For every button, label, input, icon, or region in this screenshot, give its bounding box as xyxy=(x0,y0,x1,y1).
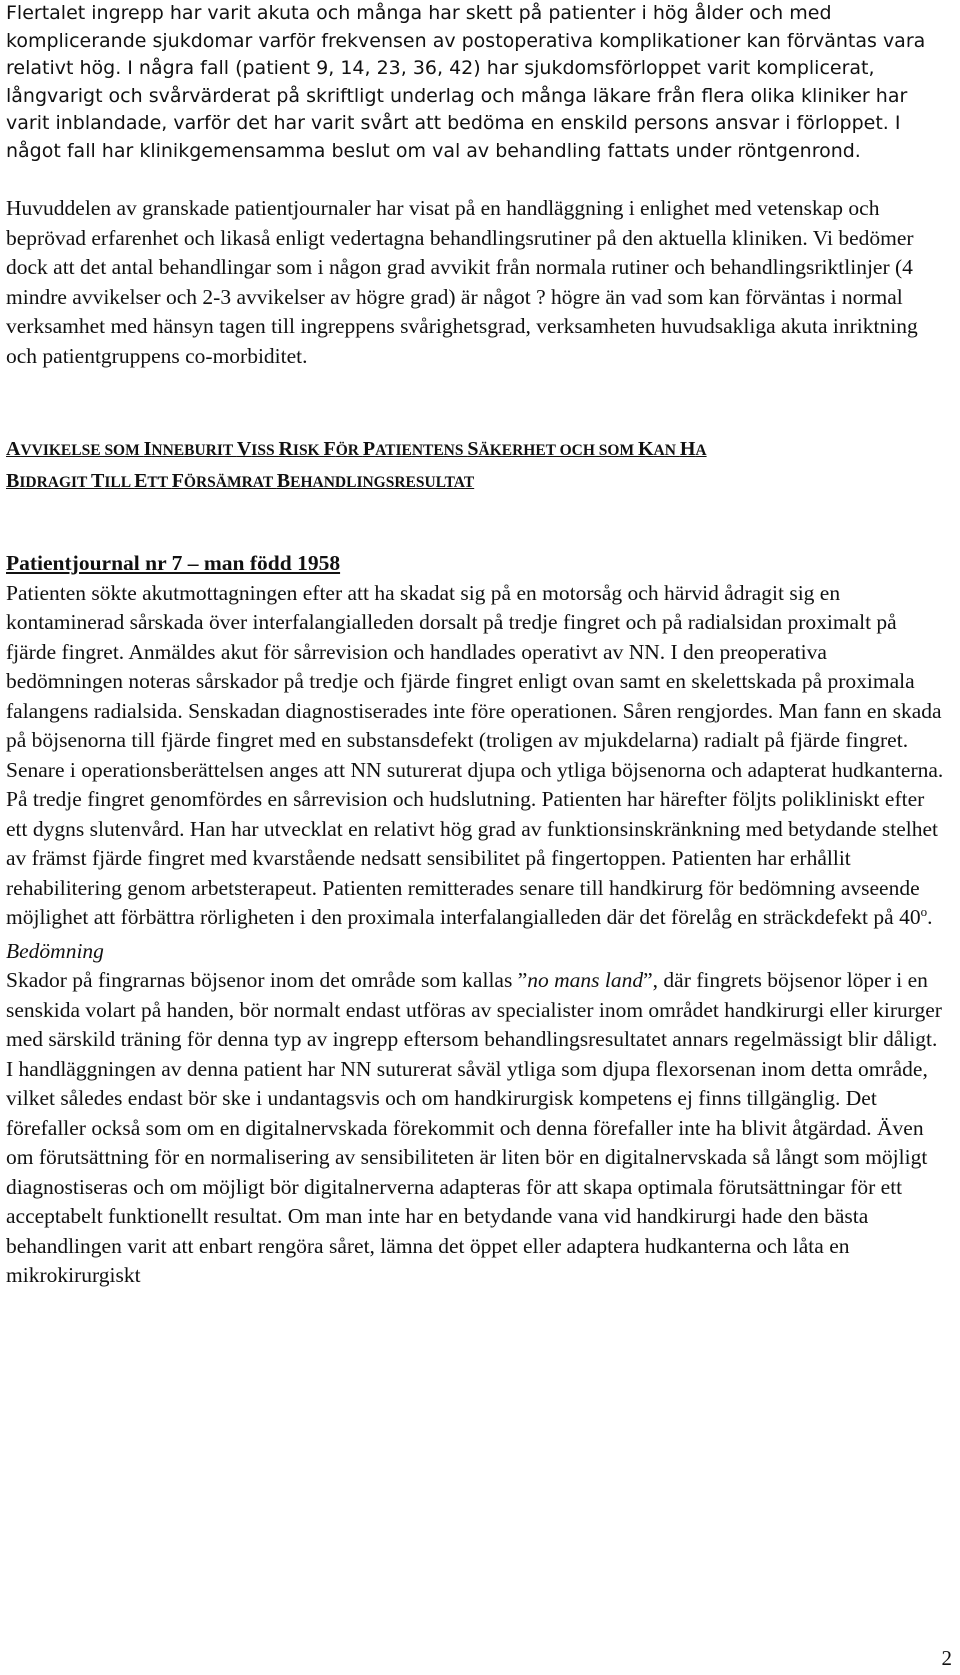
review-paragraph: Huvuddelen av granskade patientjournaler har visat på en handläggning i enlighet med vetenskap och beprövad erfarenhet och likaså enligt vedertagna behandlingsrutiner på den aktuella kliniken. Vi bedömer dock att det antal behandlingar som i någon grad avvikit från normala rutiner och behandlingsriktlinjer (4 mindre avvikelser och 2-3 avvikelser av högre grad) är något ? högre än vad som kan förväntas i normal verksamhet med hänsyn tagen till ingreppens svårighetsgrad, verksamheten huvudsakliga akuta inriktning och patientgruppens co-morbiditet. xyxy=(6,196,918,368)
case-title: Patientjournal nr 7 – man född 1958 xyxy=(6,551,341,575)
case-description: Patienten sökte akutmottagningen efter att ha skadat sig på en motorsåg och härvid ådragit sig en kontaminerad sårskada över interfalangialleden dorsalt på tredje fingret och på radialsidan proximalt på fjärde fingret. Anmäldes akut för sårrevision och handlades operativt av NN. I den preoperativa bedömningen noteras sårskador på tredje och fjärde fingret enligt ovan samt en skelettskada på proximala falangens radialsida. Senskadan diagnostiserades inte före operationen. Såren rengjordes. Man fann en skada på böjsenorna till fjärde fingret med en substansdefekt (troligen av mjukdelarna) radialt på fjärde fingret. Senare i operationsberättelsen anges att NN suturerat djupa och ytliga böjsenorna och adapterat hudkanterna. På tredje fingret genomfördes en sårrevision och hudslutning. Patienten har härefter följts polikliniskt efter ett dygns slutenvård. Han har utvecklat en relativt hög grad av funktionsinskränkning med betydande stelhet av främst fjärde fingret med kvarstående nedsatt sensibilitet på fingertoppen. Patienten har erhållit rehabilitering genom arbetsterapeut. Patienten remitterades senare till handkirurg för bedömning avseende möjlighet att förbättra rörligheten i den proximala interfalangialleden där det förelåg en sträckdefekt på 40$^o$. xyxy=(6,580,944,929)
assessment-paragraph: Skador på fingrarnas böjsenor inom det område som kallas ”no mans land”, där fingrets böjsenor löper i en senskida volart på handen, bör normalt endast utföras av specialister inom området handkirurgi eller kirurger med särskild träning för denna typ av ingrepp eftersom behandlingsresultatet annars regelmässigt blir dåligt. I handläggningen av denna patient har NN suturerat såväl ytliga som djupa flexorsenan inom detta område, vilket således endast bör ske i undantagsvis och om handkirurgisk kompetens ej finns tillgänglig. Det förefaller också som om en digitalnervskada förekommit och denna förefaller inte ha blivit åtgärdad. Även om förutsättning för en normalisering av sensibiliteten är liten bör en digitalnervskada så långt som möjligt diagnostiseras och om möjligt bör digitalnerverna adapteras för att skapa optimala förutsättningar för ett acceptabelt funktionellt resultat. Om man inte har en betydande vana vid handkirurgi hade den bästa behandlingen varit att enbart rengöra såret, lämna det öppet eller adaptera hudkanterna och låta en mikrokirurgiskt xyxy=(6,968,942,1287)
section-heading: AVVIKELSE SOM INNEBURIT VISS RISK FÖR PATIENTENS SÄKERHET OCH SOM KAN HA BIDRAGIT TILL ETT FÖRSÄMRAT BEHANDLINGSRESULTAT xyxy=(6,438,707,492)
assessment-heading: Bedömning xyxy=(6,938,104,963)
document-page xyxy=(6,0,946,1291)
page-number: 2 xyxy=(941,1646,952,1670)
intro-paragraph: Flertalet ingrepp har varit akuta och många har skett på patienter i hög ålder och med komplicerande sjukdomar varför frekvensen av postoperativa komplikationer kan förväntas vara relativt hög. I några fall (patient 9, 14, 23, 36, 42) har sjukdomsförloppet varit komplicerat, långvarigt och svårvärderat på skriftligt underlag och många läkare från flera olika kliniker har varit inblandade, varför det har varit svårt att bedöma en enskild persons ansvar i förloppet. I något fall har klinikgemensamma beslut om val av behandling fattats under röntgenrond. xyxy=(6,2,926,162)
